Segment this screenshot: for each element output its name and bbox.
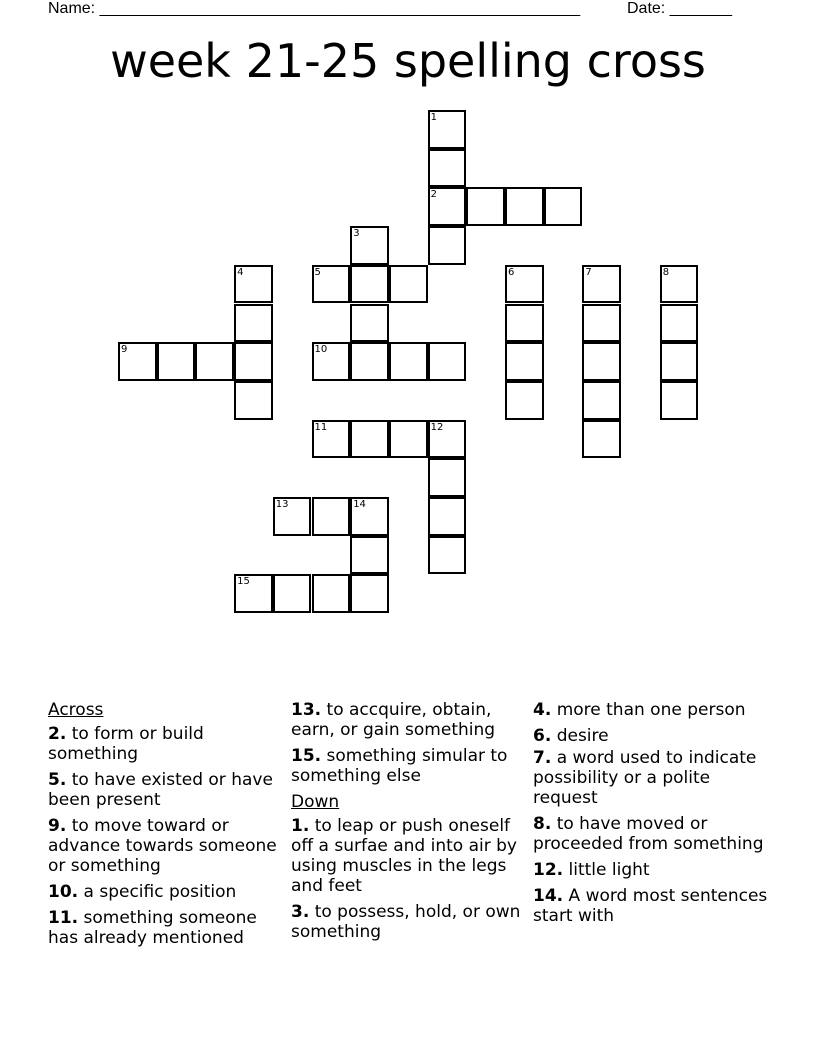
grid-cell[interactable]	[428, 458, 467, 497]
clue-across-13: 13. to accquire, obtain, earn, or gain something	[291, 700, 496, 740]
grid-cell[interactable]	[428, 187, 467, 226]
grid-cell[interactable]	[234, 265, 273, 304]
page-title: week 21-25 spelling cross	[110, 34, 706, 88]
grid-cell[interactable]	[118, 342, 157, 381]
date-field-label: Date: _______	[627, 0, 732, 17]
clue-across-11: 11. something someone has already mentioned	[48, 908, 257, 948]
cell-number: 14	[353, 499, 366, 510]
grid-cell[interactable]	[273, 574, 312, 613]
grid-cell[interactable]	[660, 265, 699, 304]
cell-number: 9	[121, 344, 128, 356]
grid-cell[interactable]	[428, 110, 467, 149]
grid-cell[interactable]	[505, 381, 544, 420]
grid-cell[interactable]	[195, 342, 234, 381]
cell-number: 10	[314, 344, 328, 356]
cell-number: 12	[430, 421, 444, 433]
grid-cell[interactable]	[234, 381, 273, 420]
grid-cell[interactable]	[428, 342, 467, 381]
clue-column-2	[291, 700, 527, 948]
cell-number: 6	[508, 266, 515, 278]
cell-number: 3	[353, 228, 360, 240]
grid-cell[interactable]	[544, 187, 583, 226]
grid-cell[interactable]	[582, 420, 621, 459]
clue-down-4: 4. more than one person	[533, 700, 746, 720]
clue-down-1: 1. to leap or push oneself off a surfae and into air by using muscles in the legs and feet	[291, 816, 517, 896]
clue-down-3: 3. to possess, hold, or own something	[291, 902, 521, 942]
grid-cell[interactable]	[350, 265, 389, 304]
grid-cell[interactable]	[234, 304, 273, 343]
grid-cell[interactable]	[660, 381, 699, 420]
grid-cell[interactable]	[428, 497, 467, 536]
grid-cell[interactable]	[312, 574, 351, 613]
grid-cell[interactable]	[582, 265, 621, 304]
grid-cell[interactable]	[312, 497, 351, 536]
down-heading: Down	[291, 792, 340, 812]
grid-cell[interactable]	[389, 342, 428, 381]
grid-cell[interactable]	[660, 342, 699, 381]
grid-cell[interactable]	[582, 381, 621, 420]
clue-across-9: 9. to move toward or advance towards someone or something	[48, 816, 277, 876]
name-field-label: Name: ______________________________________________________	[48, 0, 581, 17]
grid-cell[interactable]	[312, 420, 351, 459]
clue-down-7: 7. a word used to indicate possibility or a polite request	[533, 748, 757, 808]
grid-cell[interactable]	[466, 187, 505, 226]
cell-number: 4	[237, 266, 244, 278]
grid-cell[interactable]	[157, 342, 196, 381]
grid-cell[interactable]	[350, 342, 389, 381]
clue-across-2: 2. to form or build something	[48, 724, 204, 764]
grid-cell[interactable]	[389, 420, 428, 459]
grid-cell[interactable]	[505, 342, 544, 381]
grid-cell[interactable]	[350, 574, 389, 613]
grid-cell[interactable]	[350, 226, 389, 265]
cell-number: 13	[275, 499, 289, 510]
grid-cell[interactable]	[273, 497, 312, 536]
grid-cell[interactable]	[428, 536, 467, 575]
grid-cell[interactable]	[389, 265, 428, 304]
grid-cell[interactable]	[312, 342, 351, 381]
grid-cell[interactable]	[505, 187, 544, 226]
cell-number: 2	[430, 189, 437, 201]
clue-column-3	[533, 700, 769, 932]
across-heading: Across	[48, 700, 104, 720]
clue-column-1	[48, 700, 284, 954]
grid-cell[interactable]	[234, 574, 273, 613]
grid-cell[interactable]	[505, 304, 544, 343]
grid-cell[interactable]	[350, 497, 389, 536]
clue-down-12: 12. little light	[533, 860, 650, 880]
grid-cell[interactable]	[350, 420, 389, 459]
grid-cell[interactable]	[350, 304, 389, 343]
grid-cell[interactable]	[505, 265, 544, 304]
grid-cell[interactable]	[234, 342, 273, 381]
clue-down-8: 8. to have moved or proceeded from something	[533, 814, 764, 854]
grid-cell[interactable]	[428, 226, 467, 265]
grid-cell[interactable]	[350, 536, 389, 575]
grid-cell[interactable]	[312, 265, 351, 304]
grid-cell[interactable]	[428, 149, 467, 188]
grid-cell[interactable]	[582, 304, 621, 343]
grid-cell[interactable]	[428, 420, 467, 459]
clue-down-6: 6. desire	[533, 726, 609, 746]
cell-number: 11	[314, 421, 328, 433]
grid-cell[interactable]	[660, 304, 699, 343]
clue-down-14: 14. A word most sentences start with	[533, 886, 768, 926]
cell-number: 5	[314, 266, 321, 278]
cell-number: 1	[430, 112, 437, 123]
cell-number: 15	[237, 576, 250, 588]
clue-across-15: 15. something simular to something else	[291, 746, 508, 786]
grid-cell[interactable]	[582, 342, 621, 381]
cell-number: 8	[662, 266, 670, 278]
cell-number: 7	[585, 266, 592, 278]
clue-across-10: 10. a specific position	[48, 882, 237, 902]
clue-across-5: 5. to have existed or have been present	[48, 770, 273, 810]
